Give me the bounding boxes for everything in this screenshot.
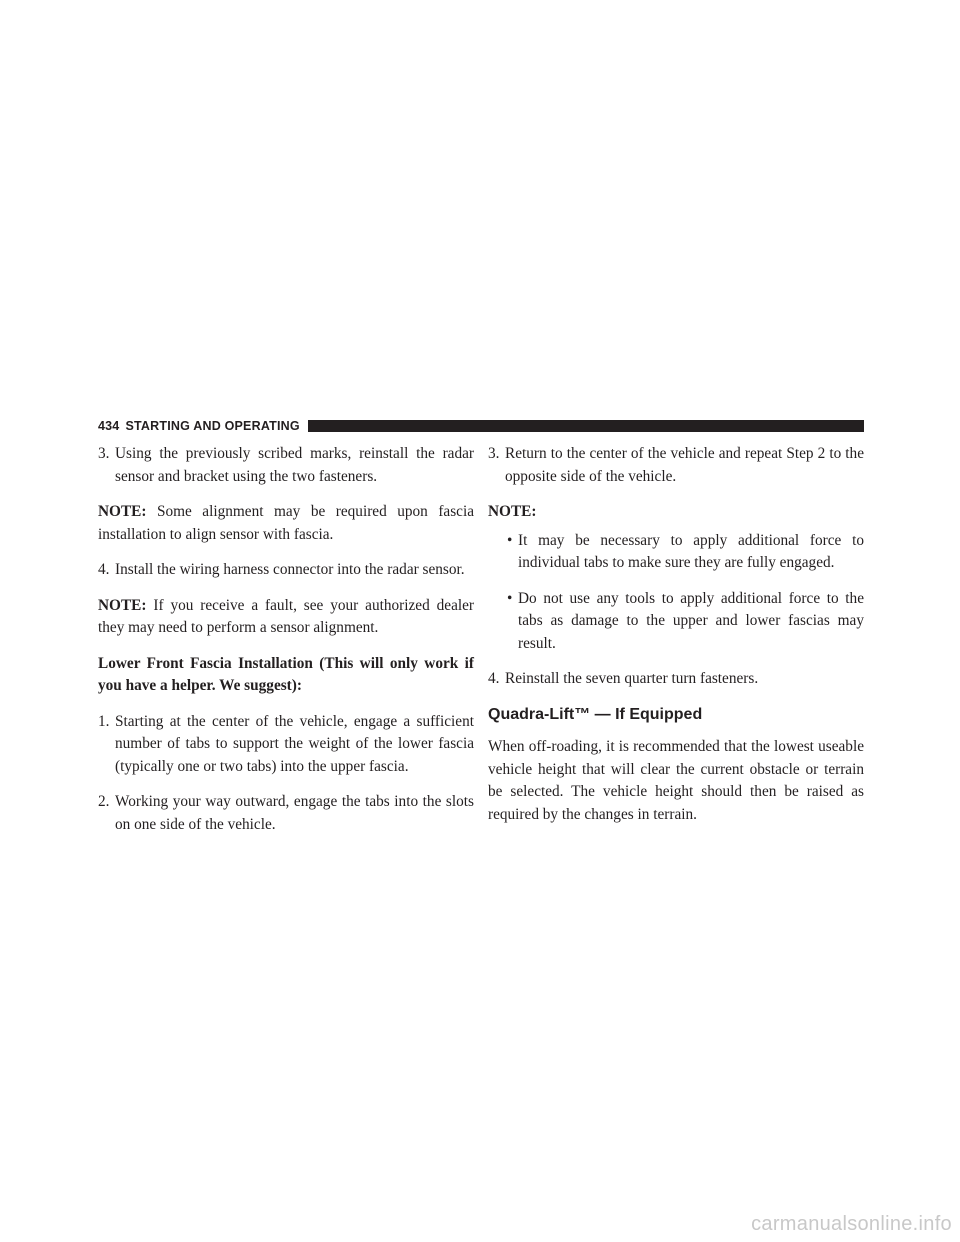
step-number: 1. <box>98 712 110 730</box>
step-4-reinstall-fasteners <box>488 668 864 691</box>
step-number: 2. <box>98 793 110 810</box>
step-3-reinstall-sensor <box>98 443 474 488</box>
note-label: NOTE: <box>98 596 147 614</box>
watermark: carmanualsonline.info <box>751 1213 952 1235</box>
step-number: 4. <box>488 670 500 687</box>
bullet-item <box>488 588 864 656</box>
note-label: NOTE: <box>488 503 537 520</box>
step-text: Install the wiring harness connector into the radar sensor. <box>115 561 465 578</box>
header-rule <box>308 420 864 432</box>
bullet-dot: • <box>507 589 513 607</box>
section-title: STARTING AND OPERATING <box>125 419 300 433</box>
step-2-work-outward <box>98 791 474 836</box>
page-number: 434 <box>98 419 120 433</box>
bullet-item <box>488 530 864 575</box>
body-paragraph: When off-roading, it is recommended that the lowest useable vehicle height that will clear the current obstacle or terrain be selected. The vehicle height should then be raised as required by the changes in terrain. <box>488 738 864 823</box>
step-number: 3. <box>98 445 110 462</box>
right-column <box>488 443 864 839</box>
bullet-text: It may be necessary to apply additional force to individual tabs to make sure they are fully engaged. <box>518 531 864 571</box>
note-label: NOTE: <box>98 503 147 520</box>
step-4-wiring-harness <box>98 559 474 582</box>
note-text: Some alignment may be required upon fascia installation to align sensor with fascia. <box>98 503 474 543</box>
step-text: Starting at the center of the vehicle, engage a sufficient number of tabs to support the weight of the lower fascia (typically one or two tabs) into the upper fascia. <box>115 712 474 775</box>
step-text: Using the previously scribed marks, reinstall the radar sensor and bracket using the two fasteners. <box>115 445 474 485</box>
section-heading-lower-fascia: Lower Front Fascia Installation (This will only work if you have a helper. We suggest): <box>98 654 474 694</box>
step-text: Working your way outward, engage the tabs into the slots on one side of the vehicle. <box>115 793 474 833</box>
step-number: 4. <box>98 561 110 578</box>
step-text: Return to the center of the vehicle and repeat Step 2 to the opposite side of the vehicle. <box>505 445 864 485</box>
bullet-dot: • <box>507 531 513 549</box>
page-header <box>98 418 864 434</box>
note-alignment <box>98 501 474 546</box>
step-1-engage-tabs <box>98 711 474 779</box>
sub-heading-quadra-lift: Quadra-Lift™ — If Equipped <box>488 705 703 723</box>
step-text: Reinstall the seven quarter turn fasteners. <box>505 670 759 687</box>
note-text: If you receive a fault, see your authorized dealer they may need to perform a sensor alignment. <box>98 596 474 636</box>
step-3-repeat-opposite <box>488 443 864 488</box>
bullet-text: Do not use any tools to apply additional force to the tabs as damage to the upper and lower fascias may result. <box>518 589 864 652</box>
note-fault <box>98 595 474 640</box>
left-column <box>98 443 474 849</box>
step-number: 3. <box>488 445 500 462</box>
